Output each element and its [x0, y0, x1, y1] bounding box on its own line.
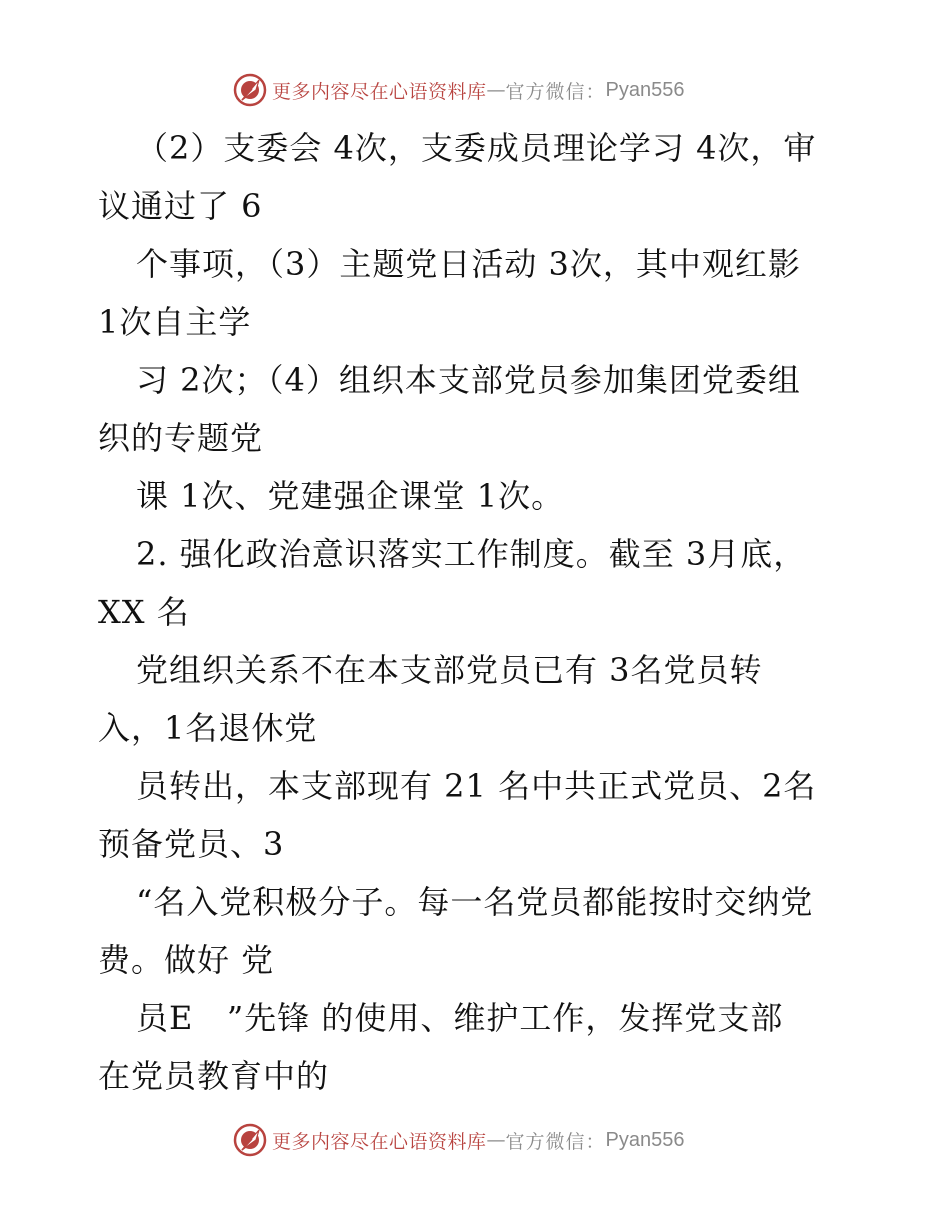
text-line: 员转出，本支部现有 21 名中共正式党员、2名	[136, 767, 817, 805]
text-line: 在党员教育中的	[98, 1057, 330, 1095]
watermark-text: 更多内容尽在心语资料库	[272, 80, 487, 103]
text-line: 织的专题党	[98, 419, 264, 457]
text-line: 员E ”先锋 的使用、维护工作，发挥党支部	[136, 999, 784, 1037]
text-line: 预备党员、3	[98, 825, 285, 863]
watermark-separator: —	[486, 1129, 506, 1151]
watermark-wechat-label: 官方微信：	[505, 1130, 606, 1153]
text-line: “名入党积极分子。每一名党员都能按时交纳党	[136, 883, 814, 921]
watermark-wechat-label: 官方微信：	[505, 80, 606, 103]
watermark-wechat-id: Pyan556	[605, 1128, 685, 1151]
text-line: 习 2次；（4）组织本支部党员参加集团党委组	[136, 361, 801, 399]
text-line: 入，1名退休党	[98, 709, 318, 747]
text-line: （2）支委会 4次，支委成员理论学习 4次，审	[136, 129, 817, 167]
text-line: 议通过了 6	[98, 187, 263, 225]
watermark-separator: —	[486, 79, 506, 101]
text-line: 1次自主学	[98, 303, 252, 341]
watermark-wechat-id: Pyan556	[605, 78, 685, 101]
text-line: 党组织关系不在本支部党员已有 3名党员转	[136, 651, 763, 689]
text-line: 2. 强化政治意识落实工作制度。截至 3月底，	[136, 535, 807, 573]
feather-pen-logo-icon	[232, 1122, 268, 1158]
text-line: XX 名	[98, 593, 190, 631]
watermark-text: 更多内容尽在心语资料库	[272, 1130, 487, 1153]
text-line: 个事项，（3）主题党日活动 3次，其中观红影	[136, 245, 801, 283]
text-line: 费。做好 党	[98, 941, 275, 979]
watermark-footer	[232, 1120, 752, 1160]
text-line: 课 1次、党建强企课堂 1次。	[136, 477, 565, 515]
